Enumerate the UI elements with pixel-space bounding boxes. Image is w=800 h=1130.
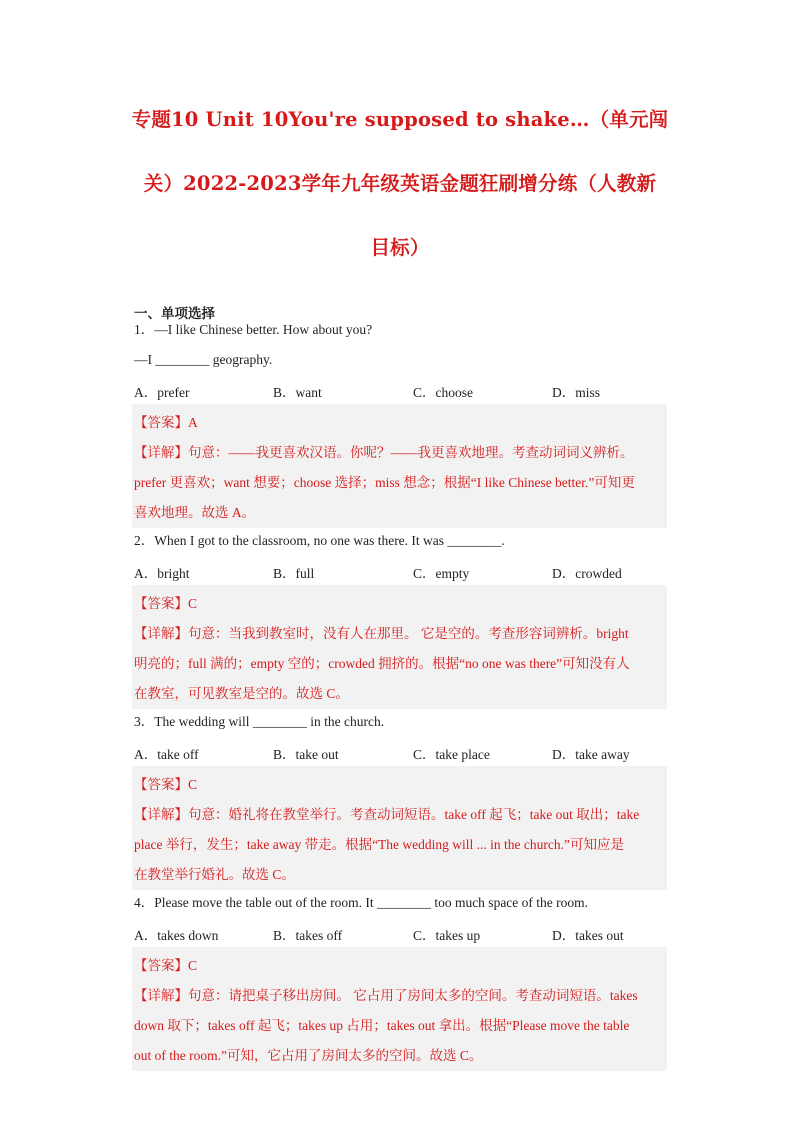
- option-d: D．miss: [552, 385, 601, 400]
- option-c: C．takes up: [413, 928, 481, 943]
- explanation-line: 在教堂举行婚礼。故选 C。: [134, 867, 295, 882]
- explanation-line: 【详解】句意：婚礼将在教堂举行。考查动词短语。take off 起飞；take out 取出；take: [134, 807, 640, 822]
- section-heading: 一、单项选择: [134, 306, 215, 322]
- answer-box: [132, 947, 667, 1071]
- option-a: A．take off: [134, 747, 199, 762]
- title-line-1: 专题10 Unit 10You're supposed to shake…（单元闯: [131, 108, 669, 131]
- question-stem-2: —I ________ geography.: [134, 352, 273, 367]
- answer-label: 【答案】C: [134, 777, 198, 792]
- option-a: A．takes down: [134, 928, 219, 943]
- answer-box: [132, 766, 667, 890]
- answer-label: 【答案】A: [134, 415, 198, 430]
- question-stem: 2．When I got to the classroom, no one was there. It was ________.: [134, 533, 505, 548]
- explanation-line: out of the room.”可知，它占用了房间太多的空间。故选 C。: [134, 1048, 483, 1063]
- option-b: B．takes off: [273, 928, 343, 943]
- explanation-line: 【详解】句意：请把桌子移出房间。 它占用了房间太多的空间。考查动词短语。takes: [134, 988, 638, 1003]
- title-line-2: 关）2022-2023学年九年级英语金题狂刷增分练（人教新: [143, 172, 657, 195]
- option-c: C．take place: [413, 747, 490, 762]
- option-d: D．take away: [552, 747, 630, 762]
- explanation-line: down 取下；takes off 起飞；takes up 占用；takes out 拿出。根据“Please move the table: [134, 1018, 630, 1033]
- explanation-line: 明亮的；full 满的；empty 空的；crowded 拥挤的。根据“no one was there”可知没有人: [134, 656, 630, 671]
- option-c: C．choose: [413, 385, 473, 400]
- explanation-line: prefer 更喜欢；want 想要；choose 选择；miss 想念；根据“I like Chinese better.”可知更: [134, 475, 635, 490]
- option-d: D．takes out: [552, 928, 624, 943]
- question-stem: 3．The wedding will ________ in the church.: [134, 714, 385, 729]
- explanation-line: 【详解】句意：——我更喜欢汉语。你呢？——我更喜欢地理。考查动词词义辨析。: [134, 445, 634, 460]
- answer-box: [132, 585, 667, 709]
- answer-label: 【答案】C: [134, 958, 198, 973]
- explanation-line: 【详解】句意：当我到教室时，没有人在那里。 它是空的。考查形容词辨析。bright: [134, 626, 629, 641]
- option-d: D．crowded: [552, 566, 622, 581]
- option-a: A．bright: [134, 566, 190, 581]
- document-title: [130, 88, 670, 280]
- option-b: B．want: [273, 385, 322, 400]
- answer-label: 【答案】C: [134, 596, 198, 611]
- question-stem: 1．—I like Chinese better. How about you?: [134, 322, 373, 337]
- option-b: B．take out: [273, 747, 339, 762]
- explanation-line: 在教室，可见教室是空的。故选 C。: [134, 686, 349, 701]
- answer-box: [132, 404, 667, 528]
- explanation-line: place 举行，发生；take away 带走。根据“The wedding will ... in the church.”可知应是: [134, 837, 625, 852]
- explanation-line: 喜欢地理。故选 A。: [134, 505, 256, 520]
- option-a: A．prefer: [134, 385, 190, 400]
- question-stem: 4．Please move the table out of the room. It ________ too much space of the room.: [134, 895, 589, 910]
- title-line-3: 目标）: [370, 236, 430, 259]
- option-c: C．empty: [413, 566, 470, 581]
- option-b: B．full: [273, 566, 315, 581]
